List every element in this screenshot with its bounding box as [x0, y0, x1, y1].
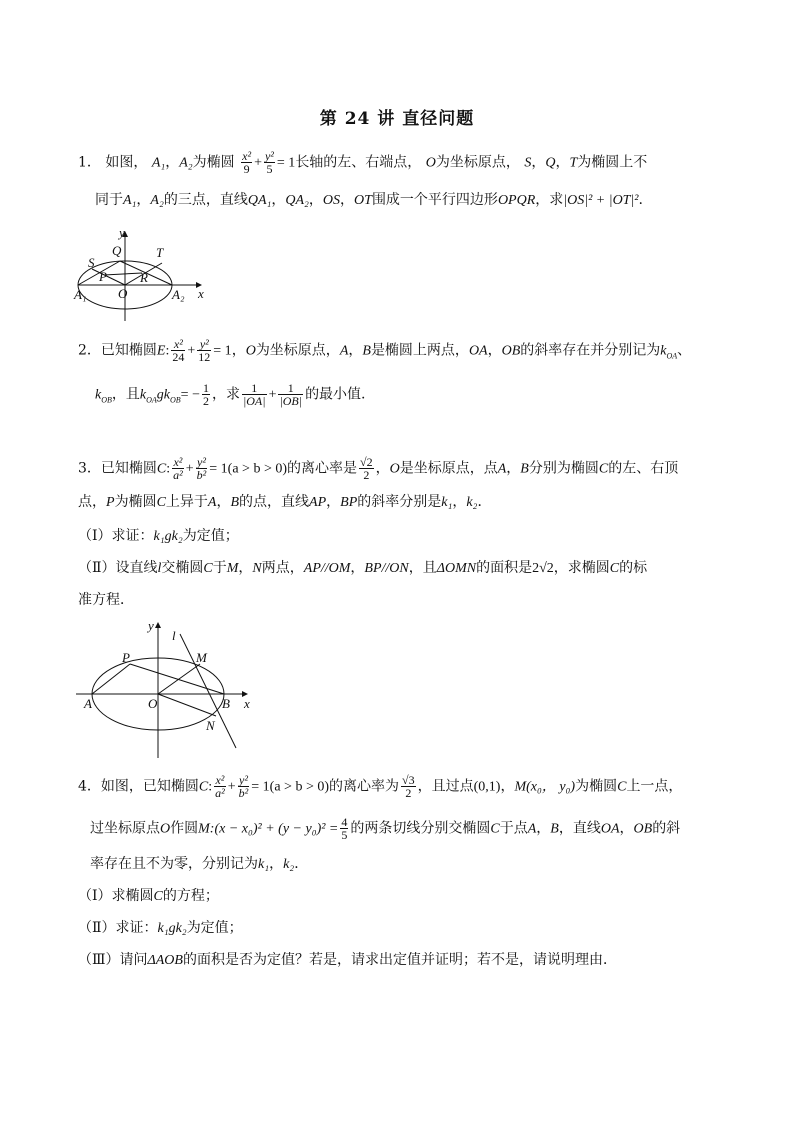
- problem-1-line-1: 1． 如图， A₁，A₂为椭圆 $\frac{\text{x²}}{9}$ + $\frac{\text{y²}}{5}$ = 1长轴的左、右端点， O为坐标原点， S，Q，T为椭圆上不: [78, 149, 648, 176]
- label-p: P: [99, 269, 107, 284]
- label-a: A: [84, 696, 92, 711]
- fraction: $\frac{1}{|OB|}$: [279, 381, 303, 408]
- fraction: $\frac{√2}{2}$: [360, 455, 373, 482]
- y-axis-arrow: [155, 622, 161, 628]
- label-t: T: [156, 245, 164, 260]
- problem-3-part-2-line-2: 准方程．: [78, 592, 134, 608]
- label-o: O: [148, 696, 158, 711]
- label-y: y: [148, 618, 154, 633]
- fraction: $\frac{\text{x²}}{9}$: [242, 149, 252, 176]
- line-os: [92, 269, 125, 285]
- label-r: R: [140, 270, 148, 285]
- problem-4-line-3: 率存在且不为零，分别记为k₁，k₂．: [90, 856, 309, 872]
- problem-3-line-2: 点，P为椭圆C上异于A，B的点，直线AP，BP的斜率分别是k₁，k₂．: [78, 494, 492, 510]
- line-on: [158, 694, 216, 716]
- label-q: Q: [112, 243, 122, 258]
- line-bp: [130, 664, 224, 694]
- label-m: M: [196, 650, 207, 665]
- fraction: $\frac{1}{2}$: [202, 381, 209, 408]
- page-title: 第 24 讲 直径问题: [319, 109, 475, 129]
- fraction: $\frac{\text{x²}}{\text{a²}}$: [173, 455, 183, 482]
- fraction: $\frac{\text{y²}}{5}$: [264, 149, 274, 176]
- fraction: $\frac{\text{y²}}{12}$: [198, 337, 211, 364]
- problem-2-line-2: $k_{OB}$，且$k_{OA}gk_{OB}=$ − $\frac{1}{2}$ ，求 $\frac{1}{|OA|}$ + $\frac{1}{|OB|}$ 的最小值.: [95, 381, 366, 408]
- problem-2-line-1: 2．已知椭圆E: $\frac{\text{x²}}{24}$ + $\frac{\text{y²}}{12}$ = 1，O为坐标原点，A，B是椭圆上两点，OA，OB的斜率存在并分别记为$k_{OA}$、: [78, 337, 692, 364]
- fraction: $\frac{√3}{2}$: [402, 773, 415, 800]
- label-p: P: [122, 650, 130, 665]
- segment-pr: [104, 273, 142, 275]
- problem-4-line-1: 4．如图，已知椭圆C: $\frac{\text{x²}}{\text{a²}}$ + $\frac{\text{y²}}{\text{b²}}$ = 1(a > b > 0)的离心率为 $\frac{√3}{2}$ ，且过点(0,1)，M(x₀， y₀)为椭圆C上一点，: [78, 773, 683, 800]
- problem-4-part-2: （Ⅱ）求证：k₁gk₂为定值；: [78, 920, 243, 936]
- problem-4-part-1: （Ⅰ）求椭圆C的方程；: [78, 888, 219, 904]
- line-om: [158, 664, 200, 694]
- label-a2: A₂: [172, 287, 185, 302]
- label-l: l: [172, 628, 176, 643]
- fraction: $\frac{\text{y²}}{\text{b²}}$: [238, 773, 249, 800]
- label-x: x: [244, 696, 250, 711]
- fraction: $\frac{\text{x²}}{\text{a²}}$: [215, 773, 225, 800]
- problem-4-part-3: （Ⅲ）请问ΔAOB的面积是否为定值？若是，请求出定值并证明；若不是，请说明理由．: [78, 952, 617, 968]
- problem-3-line-1: 3．已知椭圆C: $\frac{\text{x²}}{\text{a²}}$ + $\frac{\text{y²}}{\text{b²}}$ = 1(a > b > 0)的离心率是 $\frac{√2}{2}$ ，O是坐标原点，点A，B分别为椭圆C的左、右顶: [78, 455, 679, 482]
- problem-3-part-1: （Ⅰ）求证：k₁gk₂为定值；: [78, 528, 239, 544]
- fraction: $\frac{4}{5}$: [341, 815, 348, 842]
- problem-4-line-2: 过坐标原点O作圆M:(x − x₀)² + (y − y₀)² = $\frac{4}{5}$ 的两条切线分别交椭圆C于点A，B，直线OA，OB的斜: [90, 815, 681, 842]
- label-x: x: [198, 286, 204, 301]
- figure-1-ellipse-diagram: [72, 225, 212, 325]
- problem-1-line-2: 同于A₁，A₂的三点，直线QA₁，QA₂，OS，OT围成一个平行四边形OPQR，求|OS|² + |OT|².: [95, 192, 643, 208]
- problem-3-part-2-line-1: （Ⅱ）设直线l交椭圆C于M，N两点，AP//OM，BP//ON，且ΔOMN的面积是2√2，求椭圆C的标: [78, 560, 648, 576]
- fraction: $\frac{1}{|OA|}$: [242, 381, 266, 408]
- figure-3-ellipse-diagram: [72, 612, 272, 760]
- label-n: N: [206, 718, 215, 733]
- label-o: O: [118, 286, 128, 301]
- label-b: B: [222, 696, 230, 711]
- problem-number: 1．: [78, 154, 101, 171]
- label-a1: A₁: [74, 287, 87, 302]
- fraction: $\frac{\text{y²}}{\text{b²}}$: [196, 455, 207, 482]
- label-s: S: [88, 255, 95, 270]
- label-y: y: [119, 225, 125, 240]
- fraction: $\frac{\text{x²}}{24}$: [172, 337, 185, 364]
